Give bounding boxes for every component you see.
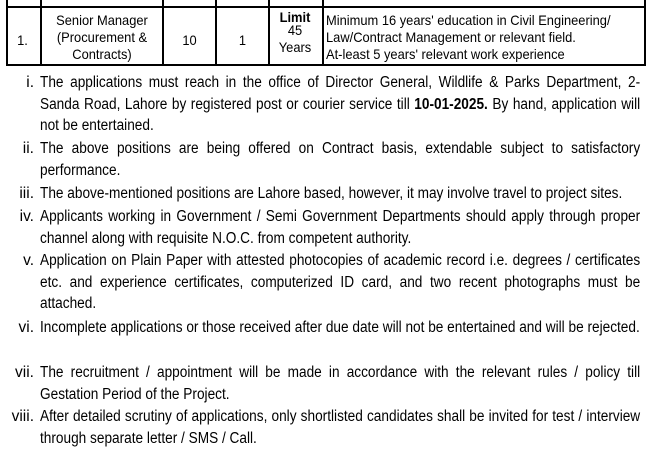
term-text: The above-mentioned positions are Lahore based, however, it may involve travel to project sites. xyxy=(40,185,623,202)
term-text: Incomplete applications or those received after due date will not be entertained and will be rejected. xyxy=(40,319,640,336)
age-unit: Years xyxy=(278,39,312,55)
term-number: iii. xyxy=(19,185,34,202)
post-line: (Procurement & xyxy=(56,29,148,45)
post-line: Contracts) xyxy=(72,46,132,62)
term-text: Application on Plain Paper with attested photocopies of academic record i.e. degrees / certificates etc. and experience certificates, computerized ID card, and two recent photographs must be attached. xyxy=(40,252,641,312)
term-text: After detailed scrutiny of applications, only shortlisted candidates shall be invited for test / interview through separate letter / SMS / Call. xyxy=(40,408,641,447)
term-number: vi. xyxy=(18,319,34,336)
qualification xyxy=(326,12,619,63)
term-text: The applications must reach in the office of Director General, Wildlife & Parks Department, 2-Sanda Road, Lahore by registered post or courier service till 10-01-2025. By hand, application will not be entertained. xyxy=(40,74,641,134)
age-limit xyxy=(272,9,318,56)
positions-table xyxy=(6,0,646,66)
term-number: iv. xyxy=(19,208,34,225)
term-number: i. xyxy=(26,74,34,91)
age-header: Limit xyxy=(279,9,311,25)
term-number: viii. xyxy=(11,408,34,425)
table-divider xyxy=(268,0,270,64)
term-text: Applicants working in Government / Semi Government Departments should apply through proper channel along with requisite N.O.C. from competent authority. xyxy=(40,208,641,247)
table-divider xyxy=(40,0,42,64)
term-number: vii. xyxy=(15,364,34,381)
row-number: 1. xyxy=(17,32,28,48)
table-divider xyxy=(162,0,164,64)
qualification-line: Law/Contract Management or relevant field. xyxy=(326,29,576,45)
age-value: 45 xyxy=(287,22,303,38)
term-text: The above positions are being offered on Contract basis, extendable subject to satisfactory performance. xyxy=(40,140,641,179)
header-rule xyxy=(6,6,646,8)
seats-count: 10 xyxy=(182,32,197,48)
domicile-count: 1 xyxy=(238,32,247,48)
term-number: v. xyxy=(23,252,34,269)
term-number: ii. xyxy=(22,140,34,157)
table-border xyxy=(644,0,646,64)
table-divider xyxy=(322,0,324,64)
post-name xyxy=(47,12,157,63)
term-text: The recruitment / appointment will be made in accordance with the relevant rules / policy till Gestation Period of the Project. xyxy=(40,364,641,403)
qualification-line: At-least 5 years' relevant work experience xyxy=(326,46,565,62)
table-divider xyxy=(215,0,217,64)
qualification-line: Minimum 16 years' education in Civil Engineering/ xyxy=(326,12,611,28)
post-line: Senior Manager xyxy=(56,12,148,28)
deadline-date: 10-01-2025. xyxy=(414,95,488,113)
